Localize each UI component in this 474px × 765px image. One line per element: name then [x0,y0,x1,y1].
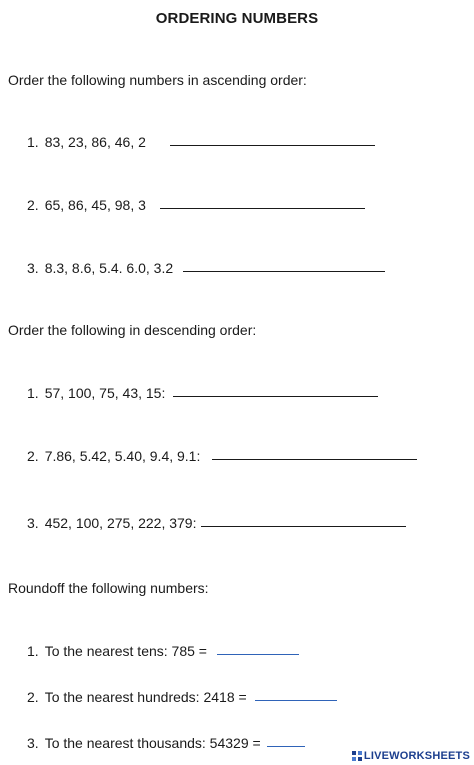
answer-blank[interactable] [173,396,378,397]
watermark-text: LIVEWORKSHEETS [363,750,470,762]
ascending-question-1 [27,134,375,150]
question-number: 2. [27,448,39,464]
question-text: 65, 86, 45, 98, 3 [44,197,146,213]
question-text: To the nearest hundreds: 2418 = [44,689,247,705]
section-heading-ascending: Order the following numbers in ascending order: [8,72,307,88]
question-text: 83, 23, 86, 46, 2 [44,134,146,150]
question-text: To the nearest tens: 785 = [44,643,207,659]
descending-question-3 [27,515,406,531]
question-number: 2. [27,197,39,213]
answer-blank[interactable] [201,526,406,527]
question-number: 1. [27,385,39,401]
answer-blank[interactable] [170,145,375,146]
question-number: 1. [27,643,39,659]
roundoff-question-2 [27,689,337,705]
liveworksheets-logo-icon [352,751,362,761]
descending-question-1 [27,385,378,401]
question-number: 3. [27,515,39,531]
answer-blank[interactable] [160,208,365,209]
roundoff-question-3 [27,735,305,751]
question-number: 3. [27,260,39,276]
section-heading-descending: Order the following in descending order: [8,322,257,338]
answer-input[interactable] [267,746,305,747]
answer-blank[interactable] [212,459,417,460]
answer-input[interactable] [217,654,299,655]
question-number: 1. [27,134,39,150]
answer-input[interactable] [255,700,337,701]
question-text: 8.3, 8.6, 5.4. 6.0, 3.2 [44,260,174,276]
question-text: 7.86, 5.42, 5.40, 9.4, 9.1: [44,448,201,464]
question-text: 57, 100, 75, 43, 15: [44,385,166,401]
ascending-question-2 [27,197,365,213]
descending-question-2 [27,448,417,464]
question-text: 452, 100, 275, 222, 379: [44,515,197,531]
question-number: 2. [27,689,39,705]
worksheet-title: ORDERING NUMBERS [155,10,319,27]
answer-blank[interactable] [183,271,385,272]
question-text: To the nearest thousands: 54329 = [44,735,261,751]
roundoff-question-1 [27,643,299,659]
liveworksheets-watermark [352,750,470,762]
question-number: 3. [27,735,39,751]
ascending-question-3 [27,260,385,276]
section-heading-roundoff: Roundoff the following numbers: [8,580,209,596]
